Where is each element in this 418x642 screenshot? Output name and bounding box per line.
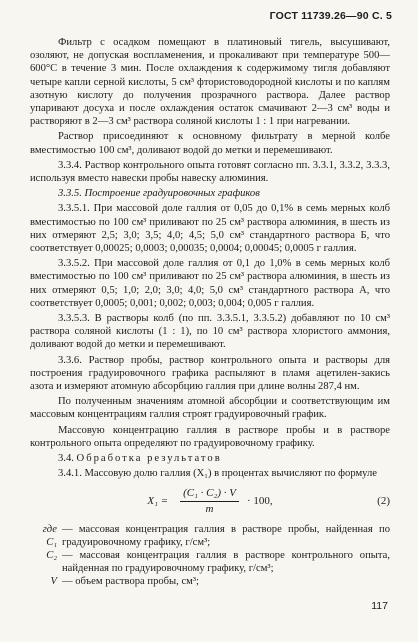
paragraph: По полученным значениям атомной абсорбции и соответствующим им массовым концентрациям галлия строят градуировочный график. xyxy=(30,396,390,421)
section-title: Обработка результатов xyxy=(76,453,222,465)
equation-number: (2) xyxy=(377,494,390,507)
paragraph: 3.3.5.2. При массовой доле галлия от 0,1 до 1,0% в семь мерных колб вместимостью по 100 см³ приливают по 25 см³ раствора алюминия, в шесть из них отмеряют 0,5; 1,0; 2,0; 3,0; 4,0; 5,0 см³ стандартного раствора А, что соответствует 0,0005; 0,001; 0,002; 0,003; 0,004; 0,005 г галлия. xyxy=(30,258,390,309)
paragraph: 3.3.4. Раствор контрольного опыта готовят согласно пп. 3.3.1, 3.3.2, 3.3.3, используя вместо навески пробы навеску алюминия. xyxy=(30,159,390,185)
document-body xyxy=(30,36,390,589)
paragraph: Массовую концентрацию галлия в растворе пробы и в растворе контрольного опыта определяют по градуировочному графику. xyxy=(30,424,390,449)
section-number: 3.4. xyxy=(58,453,74,465)
where-symbol: V xyxy=(50,576,57,588)
paragraph: 3.3.6. Раствор пробы, раствор контрольного опыта и растворы для построения градуировочного графика распыляют в пламя ацетилен-закись азота и измеряют атомную абсорбцию галлия при длине волны 287,4 нм. xyxy=(30,354,390,393)
formula-tail: · 100, xyxy=(246,494,273,507)
where-item xyxy=(30,575,390,588)
formula-denominator: m xyxy=(205,502,214,515)
paragraph: 3.3.5.3. В растворы колб (по пп. 3.3.5.1, 3.3.5.2) добавляют по 10 см³ раствора соляной кислоты (1 : 1), по 10 см³ раствора хлористого аммония, доливают водой до метки и перемешивают. xyxy=(30,313,390,351)
formula-numerator: (C₁ · C₂) · V xyxy=(180,487,239,501)
formula-fraction xyxy=(180,487,239,515)
formula xyxy=(30,487,390,517)
where-item xyxy=(30,523,390,549)
where-prefix: где xyxy=(42,523,57,535)
paragraph: 3.4.1. Массовую долю галлия (X₁) в процентах вычисляют по формуле xyxy=(58,468,377,480)
where-text: — объем раствора пробы, см³; xyxy=(62,576,199,588)
page-number: 117 xyxy=(371,600,388,612)
where-symbol: C₂ xyxy=(46,549,57,561)
where-list xyxy=(30,523,390,589)
where-item xyxy=(30,549,390,575)
paragraph: Фильтр с осадком помещают в платиновый тигель, высушивают, озоляют, не допуская воспламенения, и прокаливают при температуре 500—600°С в течение 3 мин. После охлаждения к содержимому тигля добавляют четыре капли серной кислоты, 5 см³ фтористоводородной кислоты и по каплям азотную кислоту до получения прозрачного раствора. Далее раствор упаривают досуха и после охлаждения остаток смачивают 2—3 см³ воды и растворяют в 2—3 см³ раствора соляной кислоты 1 : 1 при нагревании. xyxy=(30,37,390,128)
paragraph: Раствор присоединяют к основному фильтрату в мерной колбе вместимостью 100 см³, доливают водой до метки и перемешивают. xyxy=(30,131,390,156)
where-symbol: C₁ xyxy=(46,536,57,548)
where-text: — массовая концентрация галлия в растворе контрольного опыта, найденная по градуировочному графику, г/см³; xyxy=(62,549,390,575)
section-heading xyxy=(30,452,390,465)
page-header: ГОСТ 11739.26—90 С. 5 xyxy=(269,10,392,22)
where-text: — массовая концентрация галлия в растворе пробы, найденная по градуировочному графику, г/см³; xyxy=(62,523,390,548)
section-heading: 3.3.5. Построение градуировочных графиков xyxy=(58,188,260,200)
paragraph: 3.3.5.1. При массовой доле галлия от 0,05 до 0,1% в семь мерных колб вместимостью по 100 см³ приливают по 25 см³ раствора алюминия, в шесть из них отмеряют 2,5; 3,0; 3,5; 4,0; 4,5; 5,0 см³ стандартного раствора Б, что соответствует 0,00025; 0,0003; 0,00035; 0,0004; 0,00045; 0,0005 г галлия. xyxy=(30,203,390,255)
formula-lhs: X₁ = xyxy=(147,494,169,507)
